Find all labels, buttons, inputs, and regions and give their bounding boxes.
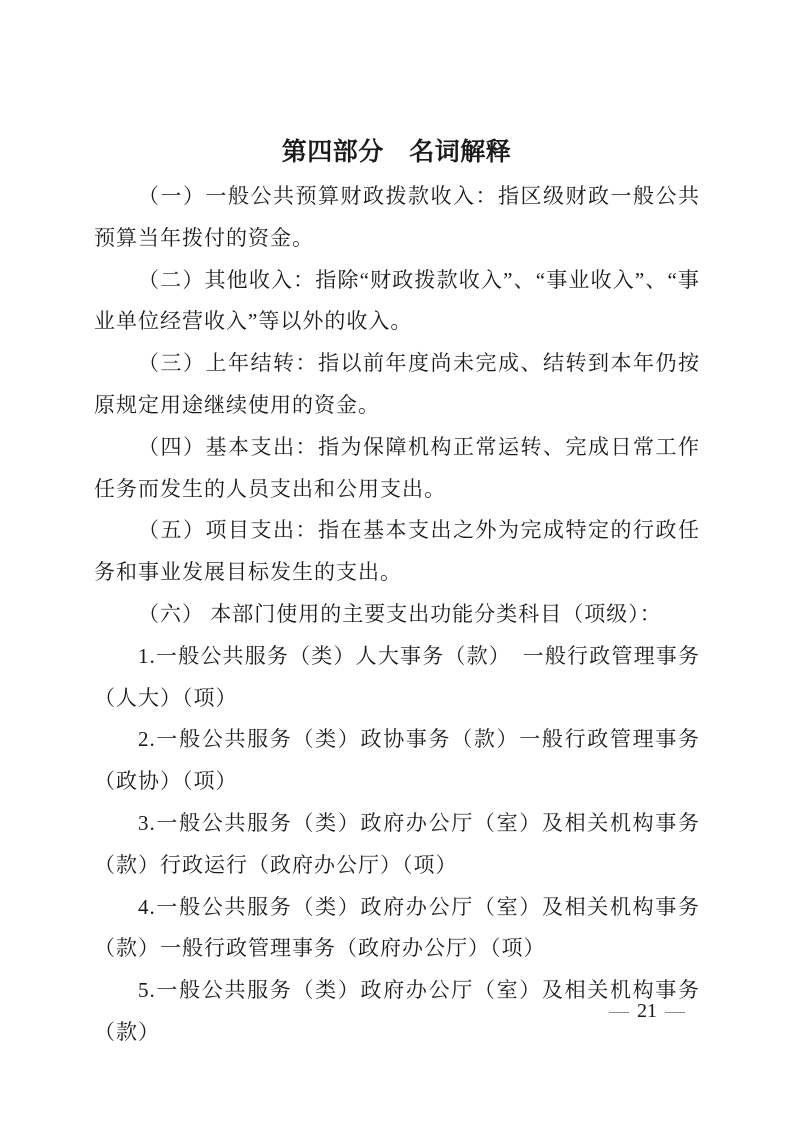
expenditure-item-3: 3.一般公共服务（类）政府办公厅（室）及相关机构事务（款）行政运行（政府办公厅）（项） [94, 810, 700, 877]
term-definition-3: （三）上年结转：指以前年度尚未完成、结转到本年仍按原规定用途继续使用的资金。 [94, 351, 700, 417]
document-body [94, 176, 700, 1054]
page-number: 21 [637, 1000, 657, 1022]
term-definition-2: （二）其他收入：指除“财政拨款收入”、“事业收入”、“事业单位经营收入”等以外的收入。 [94, 267, 700, 334]
footer-dash-right: — [665, 1000, 685, 1022]
term-definition-4: （四）基本支出：指为保障机构正常运转、完成日常工作任务而发生的人员支出和公用支出。 [94, 434, 700, 501]
expenditure-item-5: 5.一般公共服务（类）政府办公厅（室）及相关机构事务（款） [94, 978, 700, 1044]
page-title: 第四部分 名词解释 [281, 138, 512, 166]
term-definition-6: （六） 本部门使用的主要支出功能分类科目（项级）： [138, 601, 662, 626]
expenditure-item-1: 1.一般公共服务（类）人大事务（款） 一般行政管理事务（人大）（项） [94, 643, 700, 710]
term-definition-1: （一）一般公共预算财政拨款收入：指区级财政一般公共预算当年拨付的资金。 [94, 184, 700, 250]
page-footer [609, 998, 685, 1024]
footer-dash-left: — [609, 1000, 629, 1022]
expenditure-item-4: 4.一般公共服务（类）政府办公厅（室）及相关机构事务（款）一般行政管理事务（政府办公厅）（项） [94, 894, 700, 961]
term-definition-5: （五）项目支出：指在基本支出之外为完成特定的行政任务和事业发展目标发生的支出。 [94, 518, 700, 585]
expenditure-item-2: 2.一般公共服务（类）政协事务（款）一般行政管理事务（政协）（项） [94, 727, 700, 794]
